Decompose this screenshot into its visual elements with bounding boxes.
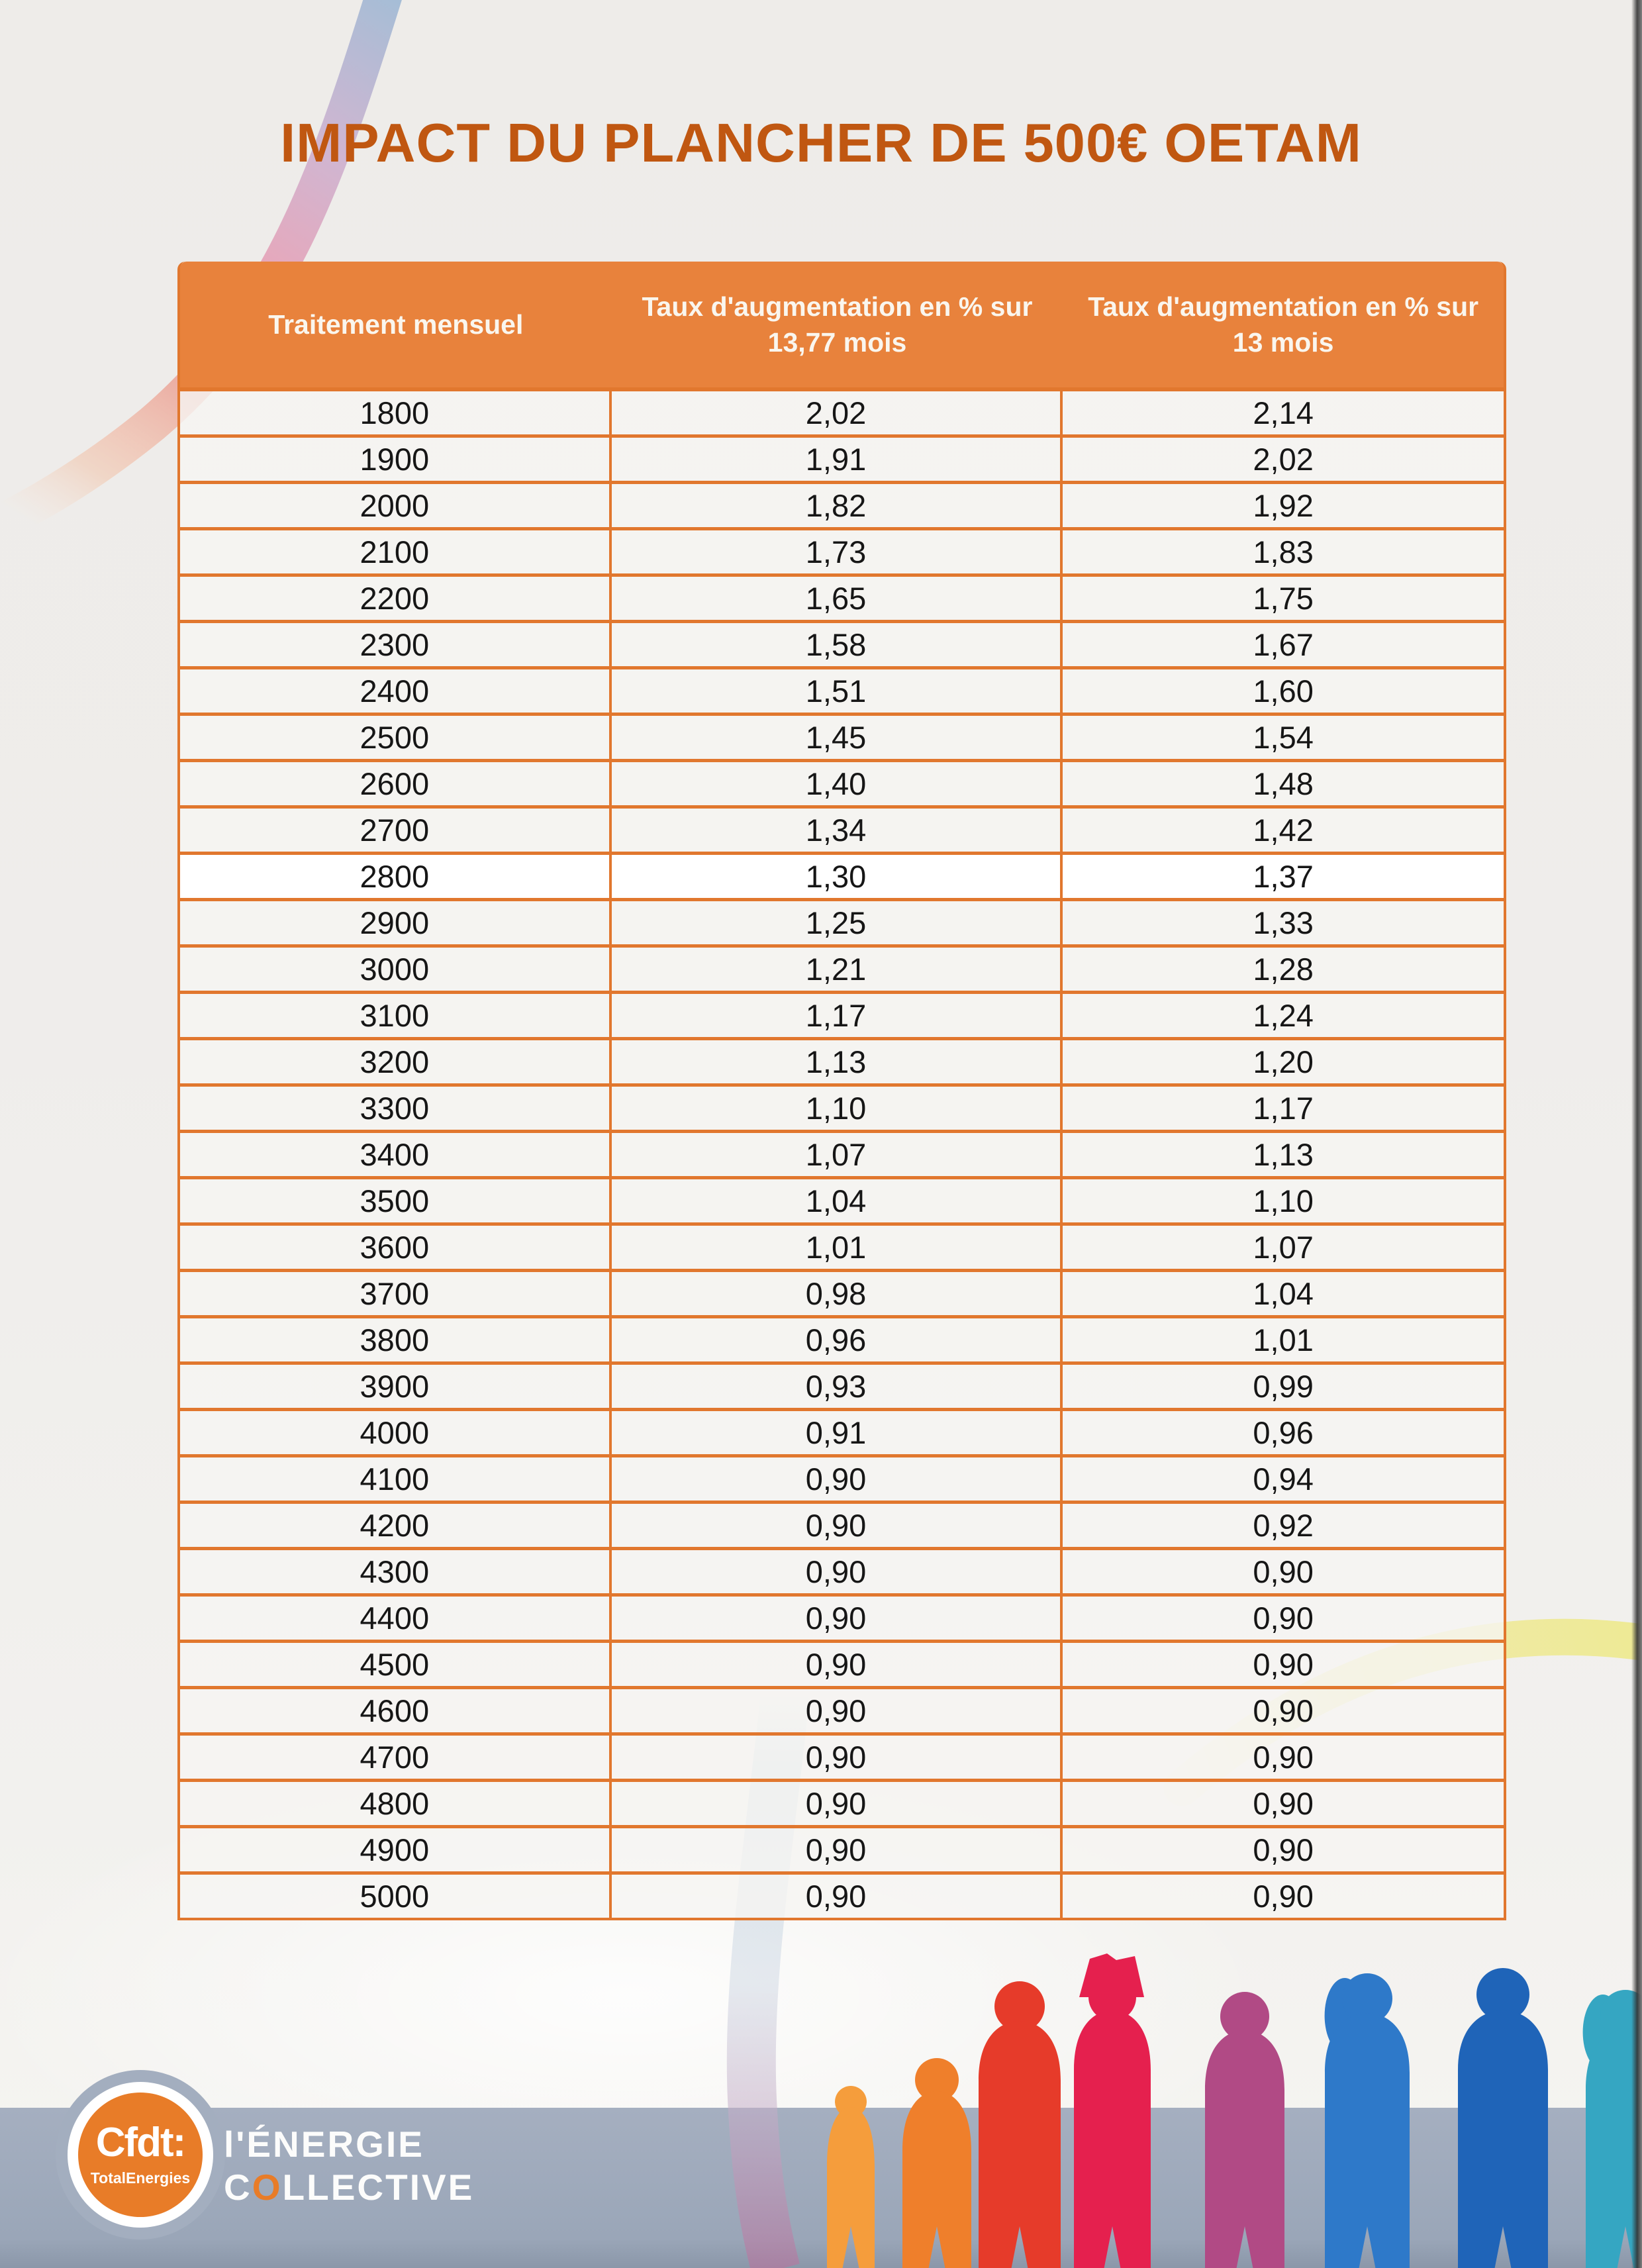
table-row	[180, 1732, 1504, 1779]
cell-taux-1377: 2,02	[612, 391, 1063, 434]
cell-traitement: 1900	[180, 438, 612, 481]
cell-traitement: 2400	[180, 669, 612, 713]
cell-taux-1377: 0,90	[612, 1550, 1063, 1593]
cfdt-totalenergies-logo	[56, 2070, 225, 2240]
column-header-taux-1377: Taux d'augmentation en % sur 13,77 mois	[642, 291, 1033, 358]
cell-taux-13: 2,14	[1253, 395, 1314, 430]
cell-taux-1377: 0,90	[612, 1689, 1063, 1732]
cell-traitement: 1800	[180, 391, 612, 434]
cell-traitement: 4400	[180, 1597, 612, 1640]
cell-traitement: 4000	[180, 1411, 612, 1454]
cell-taux-1377: 0,96	[612, 1318, 1063, 1361]
cell-taux-1377: 1,21	[612, 948, 1063, 991]
cell-taux-1377: 0,90	[612, 1504, 1063, 1547]
cell-traitement: 4100	[180, 1457, 612, 1501]
cell-traitement: 5000	[180, 1875, 612, 1918]
cell-taux-1377: 1,30	[612, 855, 1063, 898]
table-row	[180, 1825, 1504, 1871]
cell-taux-13: 2,02	[1253, 442, 1314, 477]
cell-taux-1377: 1,34	[612, 809, 1063, 852]
cell-taux-1377: 1,01	[612, 1226, 1063, 1269]
table-body	[180, 387, 1504, 1918]
cell-traitement: 3200	[180, 1040, 612, 1083]
table-row	[180, 481, 1504, 527]
cell-traitement: 3500	[180, 1179, 612, 1222]
cell-traitement: 3300	[180, 1087, 612, 1130]
cell-traitement: 4300	[180, 1550, 612, 1593]
cell-taux-1377: 1,17	[612, 994, 1063, 1037]
table-row	[180, 1083, 1504, 1130]
column-header-taux-13: Taux d'augmentation en % sur 13 mois	[1088, 291, 1479, 358]
table-row	[180, 620, 1504, 666]
impact-table	[177, 262, 1506, 1920]
cell-taux-13: 1,24	[1253, 998, 1314, 1033]
cell-taux-1377: 1,45	[612, 716, 1063, 759]
cell-taux-1377: 1,51	[612, 669, 1063, 713]
cell-taux-13: 1,92	[1253, 488, 1314, 523]
cell-taux-13: 1,20	[1253, 1044, 1314, 1079]
cell-traitement: 3000	[180, 948, 612, 991]
cell-traitement: 3100	[180, 994, 612, 1037]
cell-taux-13: 1,54	[1253, 720, 1314, 755]
table-row	[180, 527, 1504, 573]
cell-traitement: 3900	[180, 1365, 612, 1408]
table-row	[180, 1130, 1504, 1176]
cell-taux-13: 1,37	[1253, 859, 1314, 894]
table-row	[180, 1408, 1504, 1454]
cell-traitement: 3600	[180, 1226, 612, 1269]
cell-taux-1377: 0,90	[612, 1736, 1063, 1779]
cell-traitement: 4600	[180, 1689, 612, 1732]
table-row	[180, 1871, 1504, 1918]
cell-taux-1377: 0,90	[612, 1597, 1063, 1640]
cell-taux-13: 0,90	[1253, 1693, 1314, 1728]
cell-taux-13: 1,01	[1253, 1322, 1314, 1357]
cell-traitement: 2300	[180, 623, 612, 666]
cell-taux-13: 1,10	[1253, 1183, 1314, 1218]
cell-traitement: 4500	[180, 1643, 612, 1686]
table-row	[180, 387, 1504, 434]
cell-traitement: 2000	[180, 484, 612, 527]
cell-taux-1377: 1,10	[612, 1087, 1063, 1130]
table-row	[180, 1593, 1504, 1640]
cell-traitement: 3700	[180, 1272, 612, 1315]
cell-taux-1377: 1,73	[612, 530, 1063, 573]
cell-taux-1377: 0,93	[612, 1365, 1063, 1408]
cell-taux-1377: 1,13	[612, 1040, 1063, 1083]
cell-taux-1377: 1,25	[612, 901, 1063, 944]
cell-taux-1377: 0,90	[612, 1828, 1063, 1871]
table-row	[180, 852, 1504, 898]
table-row	[180, 1037, 1504, 1083]
cell-taux-1377: 1,58	[612, 623, 1063, 666]
cell-taux-13: 0,94	[1253, 1461, 1314, 1497]
tagline	[224, 2123, 474, 2209]
cell-traitement: 3400	[180, 1133, 612, 1176]
table-row	[180, 573, 1504, 620]
table-row	[180, 1176, 1504, 1222]
cell-taux-1377: 1,04	[612, 1179, 1063, 1222]
table-row	[180, 759, 1504, 805]
cell-taux-13: 1,28	[1253, 952, 1314, 987]
tagline-line1: l'ÉNERGIE	[224, 2124, 424, 2165]
cell-taux-1377: 1,82	[612, 484, 1063, 527]
table-row	[180, 1501, 1504, 1547]
cell-traitement: 4900	[180, 1828, 612, 1871]
cell-taux-13: 0,90	[1253, 1740, 1314, 1775]
table-row	[180, 991, 1504, 1037]
cell-taux-1377: 0,90	[612, 1457, 1063, 1501]
table-row	[180, 713, 1504, 759]
table-row	[180, 434, 1504, 481]
table-row	[180, 805, 1504, 852]
cell-taux-13: 0,99	[1253, 1369, 1314, 1404]
table-row	[180, 898, 1504, 944]
cell-taux-1377: 0,90	[612, 1875, 1063, 1918]
cell-taux-13: 0,90	[1253, 1786, 1314, 1821]
cell-taux-13: 0,90	[1253, 1554, 1314, 1589]
cell-taux-13: 1,67	[1253, 627, 1314, 662]
cell-taux-13: 1,17	[1253, 1091, 1314, 1126]
cell-traitement: 2900	[180, 901, 612, 944]
cell-taux-1377: 1,07	[612, 1133, 1063, 1176]
cell-taux-13: 1,75	[1253, 581, 1314, 616]
cell-taux-1377: 0,98	[612, 1272, 1063, 1315]
cell-traitement: 2200	[180, 577, 612, 620]
table-row	[180, 1315, 1504, 1361]
cell-taux-13: 1,07	[1253, 1230, 1314, 1265]
cell-traitement: 2800	[180, 855, 612, 898]
table-row	[180, 1547, 1504, 1593]
cell-traitement: 4700	[180, 1736, 612, 1779]
table-row	[180, 1686, 1504, 1732]
cell-taux-13: 1,33	[1253, 905, 1314, 940]
cell-taux-13: 0,96	[1253, 1415, 1314, 1450]
cell-taux-13: 1,48	[1253, 766, 1314, 801]
cell-taux-13: 0,90	[1253, 1601, 1314, 1636]
tagline-orange-o: O	[252, 2166, 283, 2208]
cell-taux-1377: 1,40	[612, 762, 1063, 805]
cell-traitement: 4200	[180, 1504, 612, 1547]
cell-traitement: 4800	[180, 1782, 612, 1825]
cell-taux-13: 1,42	[1253, 813, 1314, 848]
cell-taux-13: 1,04	[1253, 1276, 1314, 1311]
cell-traitement: 2700	[180, 809, 612, 852]
cell-taux-13: 1,83	[1253, 534, 1314, 569]
table-row	[180, 944, 1504, 991]
table-row	[180, 1269, 1504, 1315]
cell-traitement: 2600	[180, 762, 612, 805]
cell-taux-13: 0,92	[1253, 1508, 1314, 1543]
table-row	[180, 666, 1504, 713]
cell-taux-1377: 0,91	[612, 1411, 1063, 1454]
logo-sub-text: TotalEnergies	[90, 2169, 191, 2187]
tagline-line2: COLLECTIVE	[224, 2166, 475, 2208]
cell-traitement: 2100	[180, 530, 612, 573]
cell-taux-1377: 0,90	[612, 1643, 1063, 1686]
cell-taux-13: 1,60	[1253, 673, 1314, 709]
table-row	[180, 1640, 1504, 1686]
column-header-traitement: Traitement mensuel	[268, 309, 524, 340]
cell-taux-1377: 1,91	[612, 438, 1063, 481]
table-header-row	[180, 262, 1504, 387]
cell-taux-13: 0,90	[1253, 1647, 1314, 1682]
cell-taux-13: 1,13	[1253, 1137, 1314, 1172]
table-row	[180, 1222, 1504, 1269]
cell-traitement: 2500	[180, 716, 612, 759]
table-row	[180, 1361, 1504, 1408]
cell-taux-1377: 1,65	[612, 577, 1063, 620]
cell-taux-13: 0,90	[1253, 1879, 1314, 1914]
table-row	[180, 1454, 1504, 1501]
page-title: IMPACT DU PLANCHER DE 500€ OETAM	[280, 112, 1362, 173]
cell-taux-1377: 0,90	[612, 1782, 1063, 1825]
cell-taux-13: 0,90	[1253, 1832, 1314, 1867]
cell-traitement: 3800	[180, 1318, 612, 1361]
logo-brand-text: Cfdt:	[95, 2120, 185, 2165]
table-row	[180, 1779, 1504, 1825]
page-right-edge-shadow	[1631, 0, 1642, 2268]
